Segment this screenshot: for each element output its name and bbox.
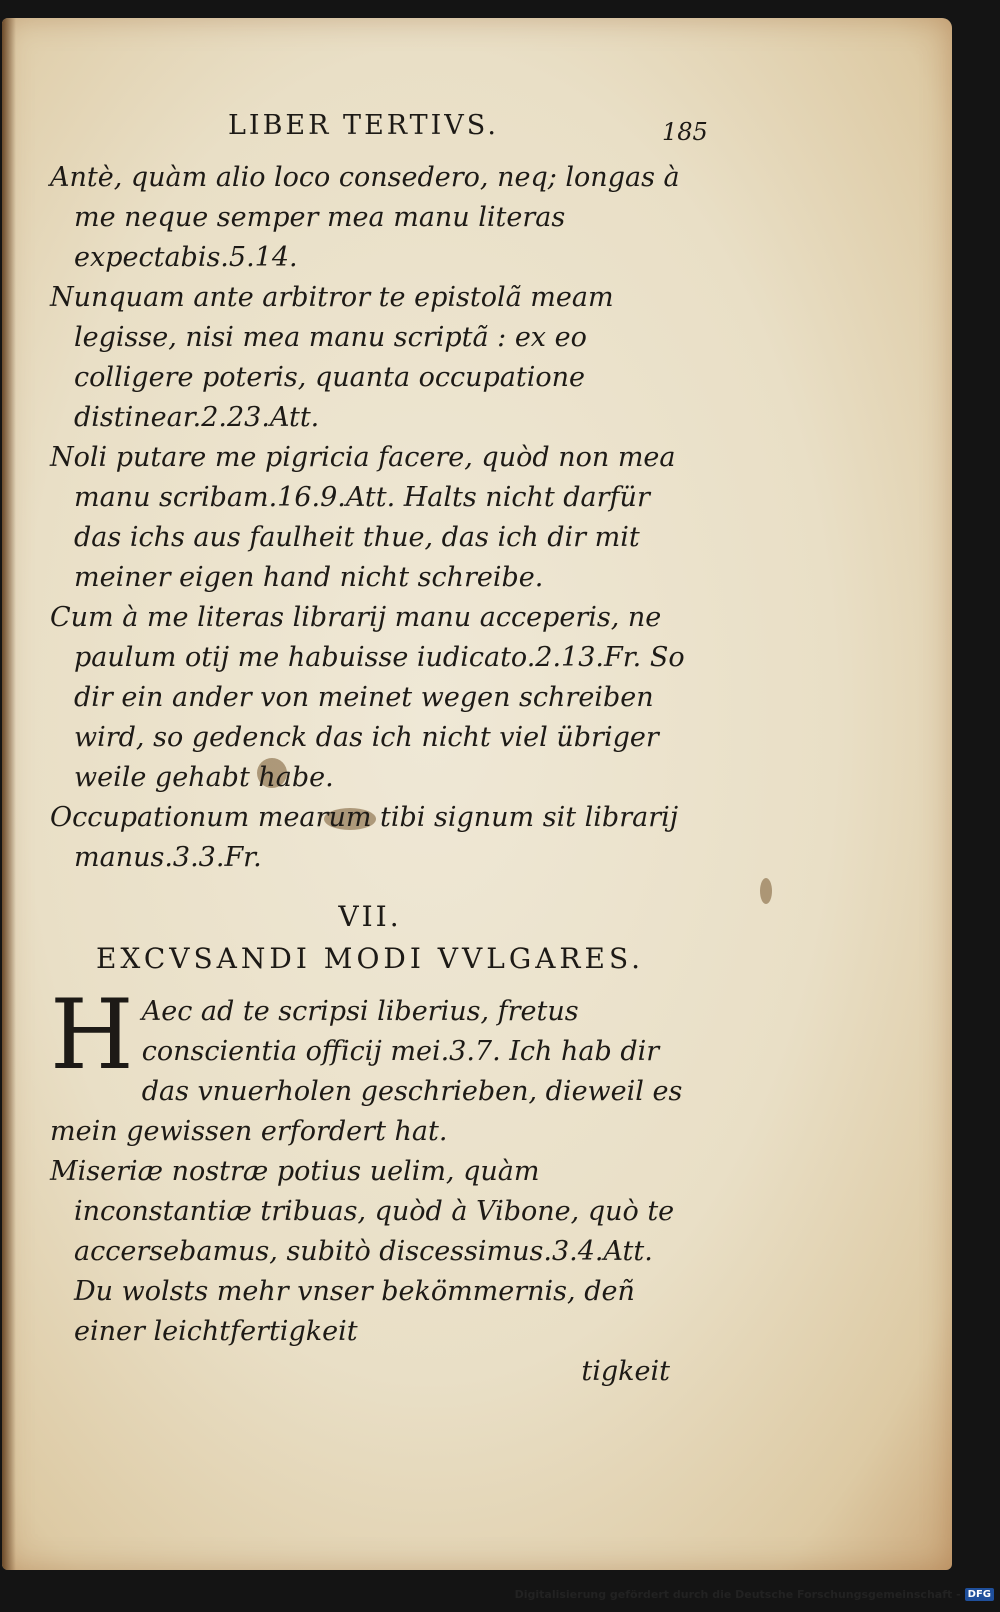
digitization-credit — [515, 1588, 994, 1601]
entry: Noli putare me pigricia facere, quòd non mea manu scribam.16.9.Att. Halts nicht darfür das ichs aus faulheit thue, das ich dir mit meiner eigen hand nicht schreibe. — [50, 442, 676, 593]
running-head: LIBER TERTIVS. — [228, 110, 499, 141]
catchword: tigkeit — [581, 1356, 670, 1387]
entry: Miseriæ nostræ potius uelim, quàm inconstantiæ tribuas, quòd à Vibone, quò te accersebamus, subitò discessimus.3.4.Att. Du wolsts mehr vnser bekömmernis, deñ einer leichtfertigkeit — [50, 1156, 675, 1347]
page-text — [2, 18, 952, 1570]
page-body — [50, 158, 690, 1392]
page-number: 185 — [662, 118, 708, 146]
book-page — [2, 18, 952, 1570]
entry: Cum à me literas librarij manu acceperis, ne paulum otij me habuisse iudicato.2.13.Fr. So dir ein ander von meinet wegen schreiben wird, so gedenck das ich nicht viel übriger weile gehabt habe. — [50, 602, 685, 793]
entry-text: Aec ad te scripsi liberius, fretus conscientia officij mei.3.7. Ich hab dir das vnuerholen geschrieben, dieweil es mein gewissen erfordert hat. — [50, 996, 683, 1147]
chapter-number: VII. — [338, 900, 402, 933]
entry: Occupationum mearum tibi signum sit librarij manus.3.3.Fr. — [50, 802, 679, 873]
chapter-title: EXCVSANDI MODI VVLGARES. — [95, 942, 645, 975]
credit-text: Digitalisierung gefördert durch die Deutsche Forschungsgemeinschaft - — [514, 1588, 961, 1601]
dropcap-entry — [50, 979, 690, 1152]
entry: Nunquam ante arbitror te epistolã meam legisse, nisi mea manu scriptã : ex eo colligere poteris, quanta occupatione distinear.2.23.Att. — [50, 282, 614, 433]
drop-cap-initial: H — [50, 979, 134, 1091]
entry: Antè, quàm alio loco consedero, neq; longas à me neque semper mea manu literas expectabis.5.14. — [50, 162, 680, 273]
dfg-logo: DFG — [965, 1588, 994, 1601]
